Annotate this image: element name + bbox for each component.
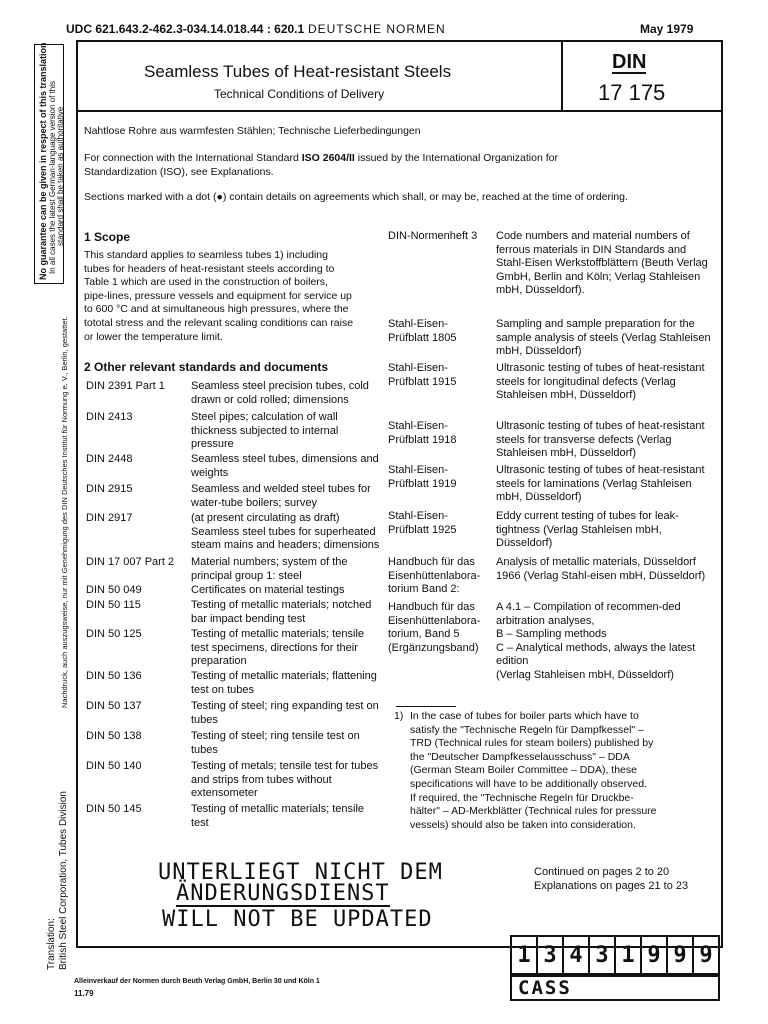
- footnote-line: satisfy the "Technische Regeln für Dampfkessel" –: [410, 723, 644, 736]
- ref-desc: Analysis of metallic materials, Düsseldorf 1966 (Verlag Stahl-eisen mbH, Düsseldorf): [496, 556, 706, 582]
- doc-ref-desc: Testing of metallic materials; tensile test specimens, directions for their preparation: [191, 628, 365, 668]
- ref-desc: Ultrasonic testing of tubes of heat-resistant steels for laminations (Verlag Stahleisen mbH, Düsseldorf): [496, 464, 705, 504]
- ref-desc: Ultrasonic testing of tubes of heat-resistant steels for longitudinal defects (Verlag Stahleisen mbH, Düsseldorf): [496, 362, 705, 402]
- doc-ref-name: DIN 2413: [86, 411, 133, 423]
- ref-desc: Sampling and sample preparation for the sample analysis of steels (Verlag Stahleisen mbH, Düsseldorf): [496, 318, 711, 358]
- doc-ref-name: DIN 50 138: [86, 730, 142, 742]
- din-label: DIN: [612, 51, 647, 73]
- digit-box: 3: [538, 935, 564, 975]
- udc-code: UDC 621.643.2-462.3-034.14.018.44 : 620.1: [66, 22, 305, 36]
- doc-title: Seamless Tubes of Heat-resistant Steels: [144, 62, 452, 81]
- stamp-line-1: UNTERLIEGT NICHT DEM: [158, 860, 443, 885]
- footnote-rule: [396, 706, 456, 707]
- print-code: 11.79: [74, 989, 94, 998]
- dot-note: Sections marked with a dot (●) contain details on agreements which shall, or may be, reached at the time of ordering.: [84, 191, 628, 203]
- iso-reference: [84, 152, 684, 179]
- doc-ref-name: DIN 17 007 Part 2: [86, 556, 175, 568]
- doc-ref-name: DIN 2448: [86, 453, 133, 465]
- iso-post: issued by the International Organization for: [354, 152, 558, 164]
- doc-ref-desc: Steel pipes; calculation of wall thickness subjected to internal pressure: [191, 411, 339, 451]
- doc-ref-name: DIN 50 115: [86, 599, 141, 611]
- stamp-line-3: WILL NOT BE UPDATED: [162, 907, 433, 932]
- footnote-body: [410, 710, 710, 832]
- org-name: DEUTSCHE NORMEN: [308, 22, 446, 36]
- ref-code: Stahl-Eisen- Prüfblatt 1919: [388, 464, 457, 490]
- ref-desc: Ultrasonic testing of tubes of heat-resistant steels for transverse defects (Verlag Stahleisen mbH, Düsseldorf): [496, 420, 705, 460]
- doc-ref-desc: Seamless steel precision tubes, cold drawn or cold rolled; dimensions: [191, 380, 369, 406]
- digit-box: 3: [590, 935, 616, 975]
- ref-code: Stahl-Eisen- Prüfblatt 1918: [388, 420, 457, 446]
- doc-ref-desc: Seamless and welded steel tubes for water-tube boilers; survey: [191, 483, 371, 509]
- digit-box: 9: [694, 935, 720, 975]
- doc-ref-name: DIN 50 049: [86, 584, 142, 596]
- doc-ref-name: DIN 50 136: [86, 670, 142, 682]
- digit-box: 9: [642, 935, 668, 975]
- stamp-line-2: ÄNDERUNGSDIENST: [176, 881, 390, 906]
- scope-line: to 600 °C and at simultaneous high pressures, where the: [84, 303, 349, 316]
- footnote-line: If required, the "Technische Regeln für Druckbe-: [410, 791, 634, 804]
- footnote-mark: 1): [394, 710, 404, 722]
- ref-code: DIN-Normenheft 3: [388, 230, 478, 242]
- sales-notice: Alleinverkauf der Normen durch Beuth Verlag GmbH, Berlin 30 und Köln 1: [74, 978, 320, 985]
- ref-desc: Eddy current testing of tubes for leak-tightness (Verlag Stahleisen mbH, Düsseldorf): [496, 510, 679, 550]
- ref-desc: Code numbers and material numbers of ferrous materials in DIN Standards and Stahl-Eisen Werkstoffblättern (Beuth Verlag GmbH, Berlin and Köln; Verlag Stahleisen mbH, Düsseldorf).: [496, 230, 708, 297]
- doc-ref-desc: Testing of metallic materials; tensile test: [191, 803, 365, 829]
- continued-pages: Continued on pages 2 to 20: [534, 866, 670, 878]
- doc-ref-name: DIN 2917: [86, 512, 133, 524]
- scope-line: Table 1 which are used in the construction of boilers,: [84, 276, 328, 289]
- ref-code: Stahl-Eisen- Prüfblatt 1805: [388, 318, 457, 344]
- reprint-notice: Nachdruck, auch auszugsweise, nur mit Genehmigung des DIN Deutsches Institut für Normung e. V., Berlin, gestattet.: [60, 316, 69, 708]
- footnote-line: In the case of tubes for boiler parts which have to: [410, 710, 639, 722]
- footnote-line: the "Deutscher Dampfkesselausschuss" – DDA: [410, 750, 630, 763]
- doc-subtitle: Technical Conditions of Delivery: [214, 87, 385, 101]
- ref-code: Handbuch für das Eisenhüttenlabora- torium, Band 5 (Ergänzungsband): [388, 601, 481, 654]
- doc-ref-name: DIN 2915: [86, 483, 133, 495]
- doc-ref-desc: (at present circulating as draft) Seamless steel tubes for superheated steam mains and headers; dimensions: [191, 512, 380, 552]
- digit-box: 1: [616, 935, 642, 975]
- scope-line: tototal stress and the relevant scaling conditions can raise: [84, 316, 354, 329]
- translation-source: British Steel Corporation, Tubes Division: [58, 791, 69, 970]
- doc-ref-desc: Testing of metals; tensile test for tubes and strips from tubes without extensometer: [191, 760, 379, 800]
- doc-ref-name: DIN 2391 Part 1: [86, 380, 165, 392]
- ref-desc: A 4.1 – Compilation of recommen-ded arbitration analyses, B – Sampling methods C – Analytical methods, always the latest edition (Verlag Stahleisen mbH, Düsseldorf): [496, 601, 696, 681]
- footnote-line: vessels) should also be taken into consideration.: [410, 818, 636, 831]
- doc-ref-name: DIN 50 125: [86, 628, 142, 640]
- doc-ref-name: DIN 50 145: [86, 803, 142, 815]
- iso-line-2: Standardization (ISO), see Explanations.: [84, 165, 274, 178]
- ref-code: Handbuch für das Eisenhüttenlabora- torium Band 2:: [388, 556, 481, 596]
- explanations-pages: Explanations on pages 21 to 23: [534, 880, 689, 892]
- footnote-line: specifications will have to be additionally observed.: [410, 777, 647, 790]
- cass-label: CASS: [518, 977, 572, 999]
- scope-line: tubes for headers of heat-resistant steels according to: [84, 262, 335, 275]
- iso-code: ISO 2604/II: [301, 152, 355, 164]
- ref-code: Stahl-Eisen- Prüfblatt 1915: [388, 362, 457, 388]
- digit-box: 9: [668, 935, 694, 975]
- guarantee-line-2: In all cases the latest German-language version of this: [48, 81, 57, 274]
- doc-ref-desc: Testing of metallic materials; flattening test on tubes: [191, 670, 377, 696]
- footnote-line: hälter" – AD-Merkblätter (Technical rules for pressure: [410, 805, 657, 818]
- doc-ref-name: DIN 50 140: [86, 760, 142, 772]
- din-number: 17 175: [598, 80, 666, 105]
- digit-box: 4: [564, 935, 590, 975]
- footnote-line: TRD (Technical rules for steam boilers) published by: [410, 737, 654, 750]
- doc-ref-desc: Testing of steel; ring tensile test on tubes: [191, 730, 360, 756]
- translation-label: Translation:: [46, 918, 57, 970]
- footnote-line: (German Steam Boiler Committee – DDA), these: [410, 764, 637, 777]
- doc-ref-desc: Certificates on material testings: [191, 584, 345, 596]
- iso-pre: For connection with the International Standard: [84, 152, 302, 164]
- ref-code: Stahl-Eisen- Prüfblatt 1925: [388, 510, 457, 536]
- other-docs-heading: 2 Other relevant standards and documents: [84, 360, 329, 374]
- scope-heading: 1 Scope: [84, 230, 131, 244]
- guarantee-line-1: No guarantee can be given in respect of this translation: [38, 42, 48, 280]
- scope-body: [84, 249, 384, 344]
- doc-ref-desc: Testing of steel; ring expanding test on tubes: [191, 700, 379, 726]
- doc-ref-name: DIN 50 137: [86, 700, 142, 712]
- scope-line: This standard applies to seamless tubes 1) including: [84, 249, 328, 261]
- doc-ref-desc: Seamless steel tubes, dimensions and weights: [191, 453, 379, 479]
- scope-line: pipe-lines, pressure vessels and equipment for service up: [84, 289, 352, 302]
- guarantee-line-3: standard shall be taken as authoritative: [56, 106, 65, 246]
- issue-date: May 1979: [640, 22, 694, 36]
- doc-ref-desc: Testing of metallic materials; notched bar impact bending test: [191, 599, 372, 625]
- digit-box: 1: [510, 935, 538, 975]
- document-number-boxes: [510, 935, 720, 973]
- scope-line: or lower the temperature limit.: [84, 330, 223, 343]
- title-divider: [561, 40, 563, 112]
- german-title: Nahtlose Rohre aus warmfesten Stählen; Technische Lieferbedingungen: [84, 125, 421, 137]
- doc-ref-desc: Material numbers; system of the principal group 1: steel: [191, 556, 348, 582]
